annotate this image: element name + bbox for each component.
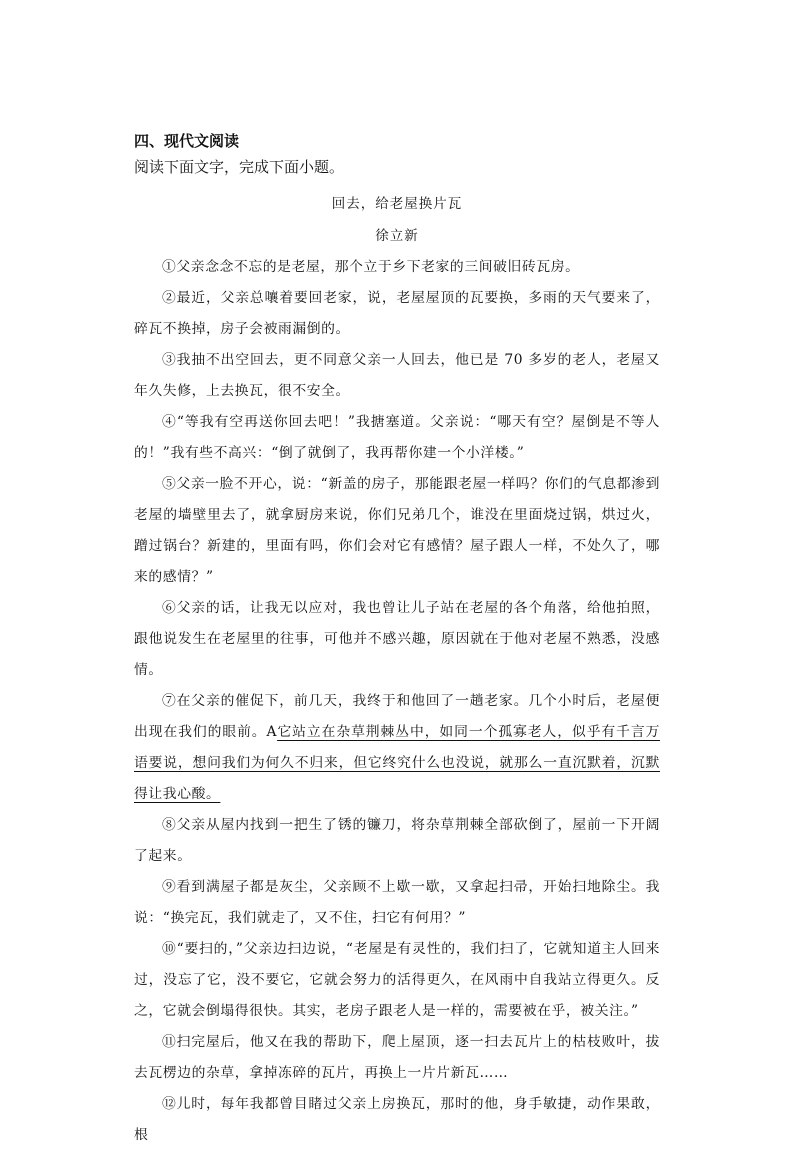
- instruction-text: 阅读下面文字，完成下面小题。: [134, 158, 345, 176]
- article-author: 徐立新: [375, 228, 419, 244]
- article-title: 回去，给老屋换片瓦: [331, 196, 463, 212]
- paragraph: ④“等我有空再送你回去吧！”我搪塞道。父亲说：“哪天有空？屋倒是不等人的！”我有些不高兴：“倒了就倒了，我再帮你建一个小洋楼。”: [134, 414, 660, 461]
- paragraph: ⑦在父亲的催促下，前几天，我终于和他回了一趟老家。几个小时后，老屋便出现在我们的眼前。A它站立在杂草荆棘丛中，如同一个孤寡老人，似乎有千言万语要说，想问我们为何久不归来，但它终究什么也没说，就那么一直沉默着，沉默得让我心酸。: [134, 693, 660, 802]
- paragraph: ⑥父亲的话，让我无以应对，我也曾让儿子站在老屋的各个角落，给他拍照，跟他说发生在老屋里的往事，可他并不感兴趣，原因就在于他对老屋不熟悉，没感情。: [134, 600, 660, 678]
- article-body: [134, 252, 660, 1151]
- paragraph: ②最近，父亲总嚷着要回老家，说，老屋屋顶的瓦要换，多雨的天气要来了，碎瓦不换掉，房子会被雨漏倒的。: [134, 290, 660, 337]
- paragraph: ⑫儿时，每年我都曾目睹过父亲上房换瓦，那时的他，身手敏捷，动作果敢，根: [134, 1096, 660, 1143]
- paragraph: ⑤父亲一脸不开心，说：“新盖的房子，那能跟老屋一样吗？你们的气息都渗到老屋的墙壁里去了，就拿厨房来说，你们兄弟几个，谁没在里面烧过锅，烘过火，蹭过锅台？新建的，里面有吗，你们会对它有感情？屋子跟人一样，不处久了，哪来的感情？”: [134, 476, 660, 585]
- paragraph: ①父亲念念不忘的是老屋，那个立于乡下老家的三间破旧砖瓦房。: [162, 259, 580, 275]
- paragraph: ⑩“要扫的，”父亲边扫边说，“老屋是有灵性的，我们扫了，它就知道主人回来过，没忘了它，没不要它，它就会努力的活得更久，在风雨中自我站立得更久。反之，它就会倒塌得很快。其实，老房子跟老人是一样的，需要被在乎，被关注。”: [134, 941, 660, 1019]
- underlined-sentence-a: 它站立在杂草荆棘丛中，如同一个孤寡老人，似乎有千言万语要说，想问我们为何久不归来，但它终究什么也没说，就那么一直沉默着，沉默得让我心酸。: [134, 724, 660, 802]
- paragraph: ⑨看到满屋子都是灰尘，父亲顾不上歇一歇，又拿起扫帚，开始扫地除尘。我说：“换完瓦，我们就走了，又不住，扫它有何用？”: [134, 879, 660, 926]
- paragraph: ⑪扫完屋后，他又在我的帮助下，爬上屋顶，逐一扫去瓦片上的枯枝败叶，拔去瓦楞边的杂草，拿掉冻碎的瓦片，再换上一片片新瓦……: [134, 1034, 660, 1081]
- section-title: 四、现代文阅读: [134, 132, 240, 150]
- paragraph: ③我抽不出空回去，更不同意父亲一人回去，他已是 70 多岁的老人，老屋又年久失修，上去换瓦，很不安全。: [134, 352, 660, 399]
- paragraph: ⑧父亲从屋内找到一把生了锈的镰刀，将杂草荆棘全部砍倒了，屋前一下开阔了起来。: [134, 817, 660, 864]
